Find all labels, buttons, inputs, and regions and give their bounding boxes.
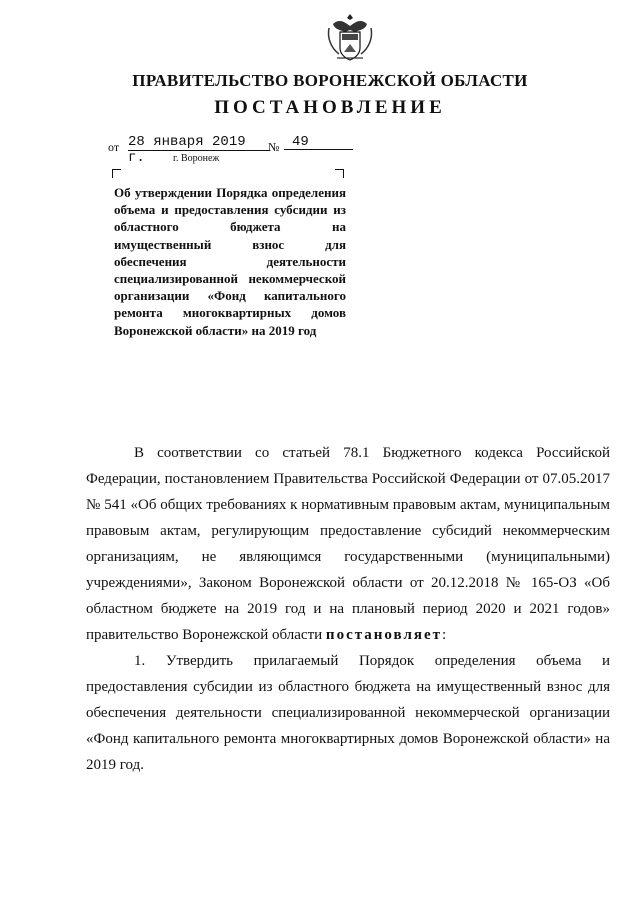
city: г. Воронеж [173,153,220,164]
document-date: 28 января 2019 г. [128,134,270,151]
subject-bracket-right [335,169,344,178]
decides-word: постановляет [325,627,443,643]
subject-bracket-left [112,169,121,178]
document-subject: Об утверждении Порядка определения объема и предоставления субсидии из областного бюджета на имущественный взнос для обеспечения деятельности специализированной некоммерческой организации «Фонд капитального ремонта многоквартирных домов Воронежской области» на 2019 год [114,185,346,338]
coat-of-arms-icon [325,10,375,65]
decides-colon: : [442,627,447,643]
item-1-paragraph: 1. Утвердить прилагаемый Порядок определения объема и предоставления субсидии из областного бюджета на имущественный взнос для обеспечения деятельности специализированной некоммерческой организации «Фонд капитального ремонта многоквартирных домов Воронежской области» на 2019 год. [86,653,610,773]
document-type: ПОСТАНОВЛЕНИЕ [214,97,446,118]
document-number: 49 [284,134,353,150]
government-title: ПРАВИТЕЛЬСТВО ВОРОНЕЖСКОЙ ОБЛАСТИ [132,71,528,90]
document-body [86,440,610,778]
number-prefix: № [268,140,280,154]
preamble-text: В соответствии со статьей 78.1 Бюджетного кодекса Российской Федерации, постановлением Правительства Российской Федерации от 07.05.2017 № 541 «Об общих требованиях к нормативным правовым актам, муниципальным правовым актам, регулирующим предоставление субсидий некоммерческим организациям, не являющимся государственными (муниципальными) учреждениями», Законом Воронежской области от 20.12.2018 № 165-ОЗ «Об областном бюджете на 2019 год и на плановый период 2020 и 2021 годов» правительство Воронежской области [86,445,610,643]
date-prefix: от [108,140,120,154]
preamble-paragraph [86,440,610,648]
